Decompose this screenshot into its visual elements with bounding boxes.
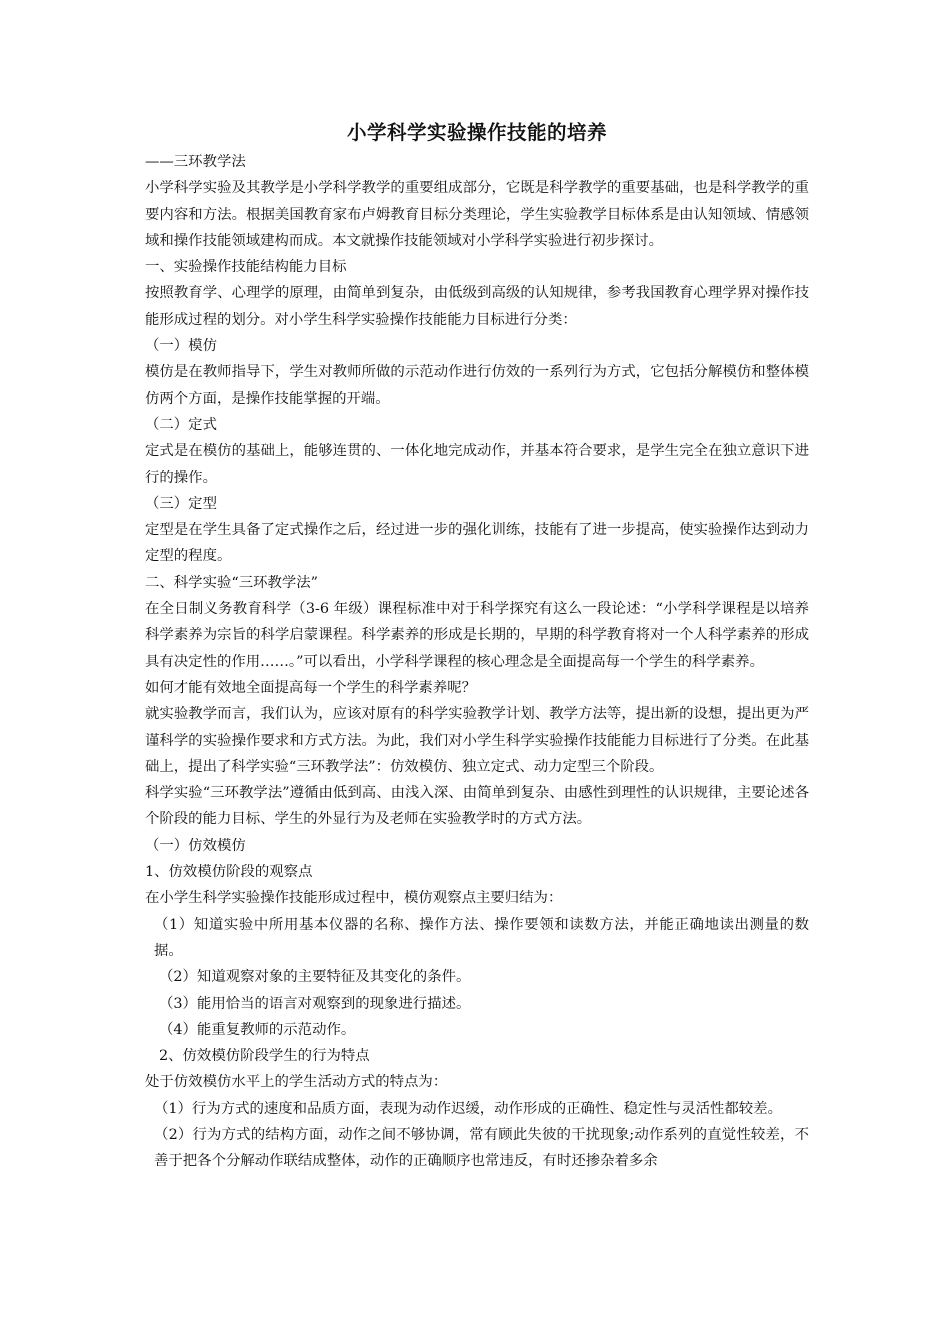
document-body xyxy=(145,149,809,1175)
paragraph: 一、实验操作技能结构能力目标 xyxy=(145,259,347,276)
paragraph: ——三环教学法 xyxy=(145,154,246,170)
paragraph: 小学科学实验及其教学是小学科学教学的重要组成部分，它既是科学教学的重要基础，也是科学教学的重要内容和方法。根据美国教育家布卢姆教育目标分类理论，学生实验教学目标体系是由认知领域、情感领域和操作技能领域建构而成。本文就操作技能领域对小学科学实验进行初步探讨。 xyxy=(145,180,809,249)
document-title: 小学科学实验操作技能的培养 xyxy=(346,121,607,144)
paragraph: （1）行为方式的速度和品质方面，表现为动作迟缓，动作形成的正确性、稳定性与灵活性都较差。 xyxy=(154,1100,782,1117)
paragraph: （一）模仿 xyxy=(145,338,217,355)
paragraph: 科学实验“三环教学法”遵循由低到高、由浅入深、由简单到复杂、由感性到理性的认识规律，主要论述各个阶段的能力目标、学生的外显行为及老师在实验教学时的方式方法。 xyxy=(145,785,809,828)
paragraph: （一）仿效模仿 xyxy=(145,837,246,854)
paragraph: 如何才能有效地全面提高每一个学生的科学素养呢？ xyxy=(145,679,476,696)
paragraph: （4）能重复教师的示范动作。 xyxy=(159,1021,356,1038)
document-page xyxy=(145,118,809,1175)
paragraph: 按照教育学、心理学的原理，由简单到复杂，由低级到高级的认知规律，参考我国教育心理学界对操作技能形成过程的划分。对小学生科学实验操作技能能力目标进行分类： xyxy=(145,285,809,328)
paragraph: （2）知道观察对象的主要特征及其变化的条件。 xyxy=(159,969,471,986)
paragraph: 二、科学实验“三环教学法” xyxy=(145,574,319,591)
paragraph: 在小学生科学实验操作技能形成过程中，模仿观察点主要归结为： xyxy=(145,890,563,907)
paragraph: （3）能用恰当的语言对观察到的现象进行描述。 xyxy=(159,995,471,1012)
paragraph: 处于仿效模仿水平上的学生活动方式的特点为： xyxy=(145,1074,448,1091)
paragraph: 模仿是在教师指导下，学生对教师所做的示范动作进行仿效的一系列行为方式，它包括分解模仿和整体模仿两个方面，是操作技能掌握的开端。 xyxy=(145,364,809,407)
paragraph: 2、仿效模仿阶段学生的行为特点 xyxy=(159,1048,370,1065)
paragraph: 定型是在学生具备了定式操作之后，经过进一步的强化训练，技能有了进一步提高，使实验操作达到动力定型的程度。 xyxy=(145,522,809,565)
paragraph: （2）行为方式的结构方面，动作之间不够协调，常有顾此失彼的干扰现象;动作系列的直觉性较差，不善于把各个分解动作联结成整体，动作的正确顺序也常违反，有时还掺杂着多余 xyxy=(154,1126,809,1170)
paragraph: （1）知道实验中所用基本仪器的名称、操作方法、操作要领和读数方法，并能正确地读出测量的数据。 xyxy=(154,916,809,959)
paragraph: 就实验教学而言，我们认为，应该对原有的科学实验教学计划、教学方法等，提出新的设想，提出更为严谨科学的实验操作要求和方式方法。为此，我们对小学生科学实验操作技能能力目标进行了分类。在此基础上，提出了科学实验“三环教学法”：仿效模仿、独立定式、动力定型三个阶段。 xyxy=(145,706,809,775)
paragraph: （三）定型 xyxy=(145,495,217,512)
paragraph: 1、仿效模仿阶段的观察点 xyxy=(145,864,313,881)
paragraph: 在全日制义务教育科学（3-6 年级）课程标准中对于科学探究有这么一段论述：“小学科学课程是以培养科学素养为宗旨的科学启蒙课程。科学素养的形成是长期的，早期的科学教育将对一个人科学素养的形成具有决定性的作用……。”可以看出，小学科学课程的核心理念是全面提高每一个学生的科学素养。 xyxy=(145,601,809,670)
paragraph: 定式是在模仿的基础上，能够连贯的、一体化地完成动作，并基本符合要求，是学生完全在独立意识下进行的操作。 xyxy=(145,443,809,486)
paragraph: （二）定式 xyxy=(145,416,217,433)
